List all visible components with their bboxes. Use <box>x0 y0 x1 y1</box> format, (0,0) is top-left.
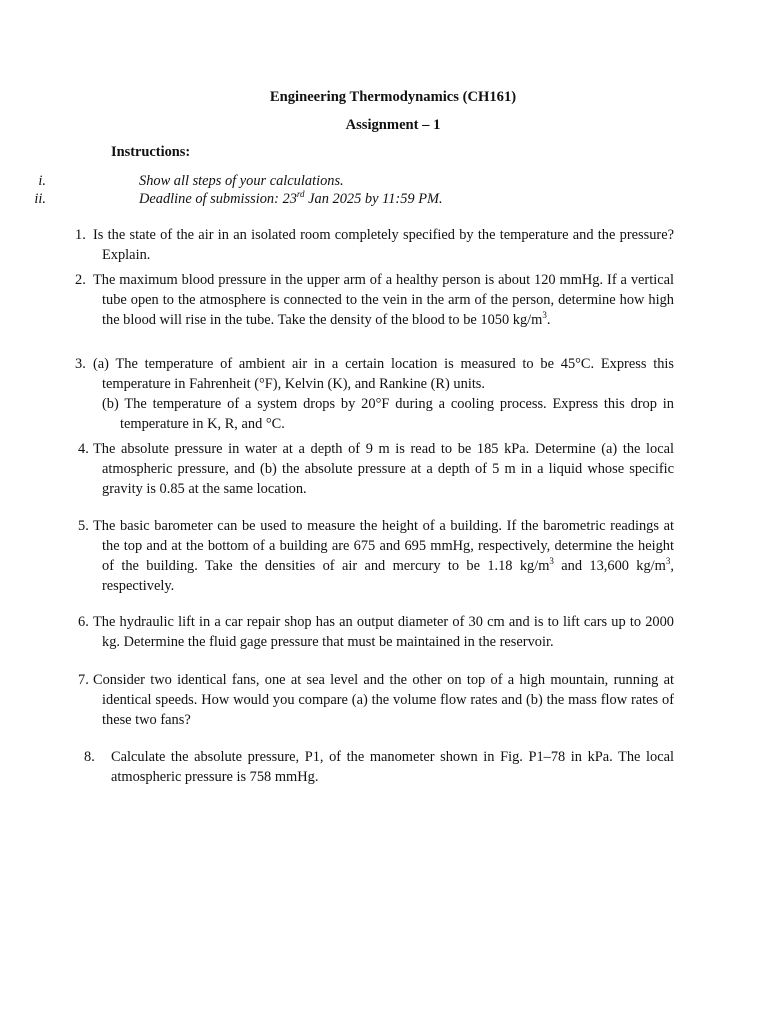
question-part-b: (b) The temperature of a system drops by 20°F during a cooling process. Express this drop in temperature in K, R, and °C. <box>102 396 674 432</box>
question-6 <box>0 612 674 652</box>
question-body-mid: and 13,600 kg/m <box>553 558 666 574</box>
question-text <box>93 270 674 330</box>
superscript: 3 <box>665 556 671 566</box>
question-body-end: , respectively. <box>102 558 674 594</box>
question-number: 7. <box>78 672 89 688</box>
instruction-text: Show all steps of your calculations. <box>139 173 344 189</box>
question-body-end: . <box>546 312 551 328</box>
question-number: 6. <box>78 614 89 630</box>
deadline-text-end: Jan 2025 by 11:59 PM. <box>304 191 443 207</box>
question-3 <box>0 354 674 434</box>
question-5 <box>0 516 674 596</box>
assignment-heading: Assignment – 1 <box>345 117 441 133</box>
deadline-text: Deadline of submission: 23 <box>139 191 297 207</box>
question-text: Calculate the absolute pressure, P1, of the manometer shown in Fig. P1–78 in kPa. The local atmospheric pressure is 758 mmHg. <box>111 749 674 785</box>
question-7 <box>0 670 674 730</box>
superscript: 3 <box>549 556 554 566</box>
question-number: 4. <box>78 441 89 457</box>
question-8 <box>0 747 674 787</box>
question-number: 1. <box>75 227 86 243</box>
question-text: (a) The temperature of ambient air in a certain location is measured to be 45°C. Express this temperature in Fahrenheit (°F), Kelvin (K), and Rankine (R) units. <box>93 356 674 392</box>
question-2 <box>0 270 674 330</box>
question-number: 2. <box>75 272 86 288</box>
question-number: 5. <box>78 518 89 534</box>
question-text <box>93 516 674 596</box>
question-body: The maximum blood pressure in the upper arm of a healthy person is about 120 mmHg. If a vertical tube open to the atmosphere is connected to the vein in the arm of the person, determine how high the blood will rise in the tube. Take the density of the blood to be 1050 kg/m <box>93 272 674 328</box>
ordinal-suffix: rd <box>296 189 305 199</box>
question-number: 3. <box>75 356 86 372</box>
question-text: The absolute pressure in water at a depth of 9 m is read to be 185 kPa. Determine (a) the local atmospheric pressure, and (b) the absolute pressure at a depth of 5 m in a liquid whose specific gravity is 0.85 at the same location. <box>93 441 674 497</box>
question-body: The basic barometer can be used to measure the height of a building. If the barometric readings at the top and at the bottom of a building are 675 and 695 mmHg, respectively, determine the height of the building. Take the densities of air and mercury to be 1.18 kg/m <box>93 518 674 574</box>
instruction-number: i. <box>38 173 46 189</box>
question-number: 8. <box>84 749 95 765</box>
question-1 <box>0 225 674 265</box>
question-body: Is the state of the air in an isolated room completely specified by the temperature and the pressure? Explain. <box>93 227 674 263</box>
question-text: The hydraulic lift in a car repair shop has an output diameter of 30 cm and is to lift cars up to 2000 kg. Determine the fluid gage pressure that must be maintained in the reservoir. <box>93 614 674 650</box>
question-text <box>93 225 674 265</box>
superscript: 3 <box>542 310 547 320</box>
question-4 <box>0 439 674 499</box>
instructions-heading: Instructions: <box>111 144 191 160</box>
question-text: Consider two identical fans, one at sea level and the other on top of a high mountain, running at identical speeds. How would you compare (a) the volume flow rates and (b) the mass flow rates of these two fans? <box>93 672 674 728</box>
instruction-text <box>139 189 443 209</box>
instruction-number: ii. <box>34 191 46 207</box>
document-title: Engineering Thermodynamics (CH161) <box>269 89 517 105</box>
